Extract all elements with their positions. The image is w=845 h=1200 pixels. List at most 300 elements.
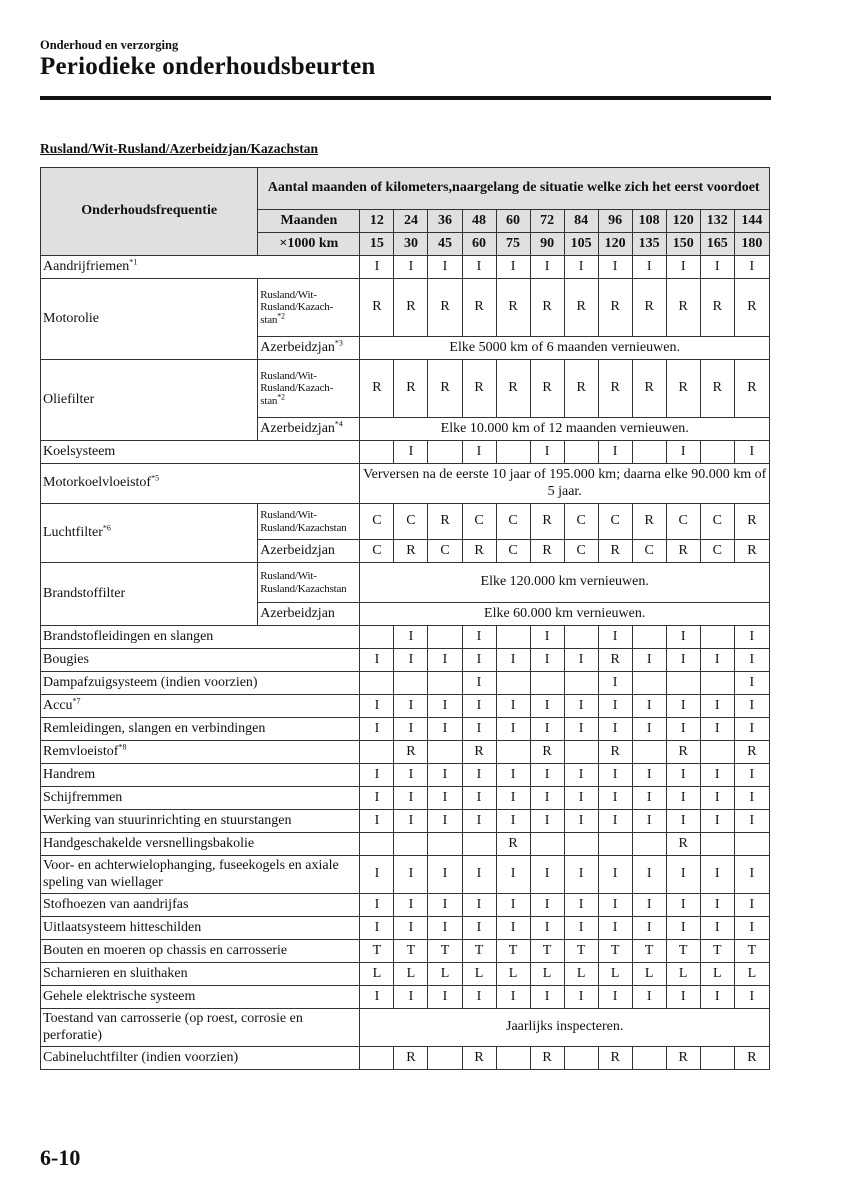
item-name: Cabineluchtfilter (indien voorzien)	[43, 1049, 239, 1065]
schedule-cell: T	[666, 940, 700, 963]
schedule-cell	[360, 441, 394, 464]
schedule-cell: I	[530, 626, 564, 649]
footnote-mark: *8	[118, 742, 127, 752]
schedule-cell: I	[530, 917, 564, 940]
schedule-cell: I	[394, 894, 428, 917]
schedule-cell: R	[632, 504, 666, 540]
table-row	[41, 441, 770, 464]
schedule-cell	[632, 741, 666, 764]
item-label	[41, 718, 360, 741]
schedule-cell: I	[360, 256, 394, 279]
schedule-cell: T	[360, 940, 394, 963]
schedule-cell	[666, 672, 700, 695]
item-name: Werking van stuurinrichting en stuurstangen	[43, 812, 292, 828]
item-name: Gehele elektrische systeem	[43, 988, 196, 1004]
table-row	[41, 963, 770, 986]
schedule-cell: L	[598, 963, 632, 986]
schedule-cell: I	[666, 764, 700, 787]
schedule-cell: I	[360, 917, 394, 940]
item-name: Remvloeistof	[43, 743, 119, 759]
table-row	[41, 986, 770, 1009]
schedule-cell	[496, 672, 530, 695]
schedule-cell: L	[360, 963, 394, 986]
schedule-cell: I	[394, 718, 428, 741]
schedule-cell: T	[394, 940, 428, 963]
item-label	[41, 986, 360, 1009]
schedule-cell: I	[394, 764, 428, 787]
schedule-cell: I	[428, 917, 462, 940]
schedule-cell: T	[632, 940, 666, 963]
schedule-cell: T	[598, 940, 632, 963]
km-value: 60	[462, 233, 496, 256]
schedule-cell: I	[496, 649, 530, 672]
months-value: 120	[666, 210, 700, 233]
km-value: 120	[598, 233, 632, 256]
schedule-cell: I	[666, 626, 700, 649]
schedule-cell: I	[598, 256, 632, 279]
schedule-cell: I	[598, 626, 632, 649]
schedule-cell: I	[666, 256, 700, 279]
table-row	[41, 672, 770, 695]
schedule-cell: R	[666, 540, 700, 563]
schedule-cell: R	[700, 279, 734, 337]
schedule-cell: I	[598, 917, 632, 940]
schedule-cell	[700, 441, 734, 464]
schedule-cell: I	[598, 672, 632, 695]
schedule-cell: C	[564, 504, 598, 540]
schedule-cell	[360, 741, 394, 764]
schedule-cell	[700, 626, 734, 649]
schedule-cell: C	[700, 540, 734, 563]
schedule-cell: C	[360, 504, 394, 540]
schedule-cell	[632, 672, 666, 695]
schedule-cell: T	[462, 940, 496, 963]
schedule-cell: I	[530, 695, 564, 718]
schedule-cell: R	[666, 279, 700, 337]
schedule-cell: R	[530, 360, 564, 418]
schedule-cell: I	[666, 917, 700, 940]
schedule-cell: I	[428, 649, 462, 672]
item-name: Koelsysteem	[43, 443, 116, 459]
schedule-cell: I	[700, 764, 734, 787]
item-name: Accu	[43, 697, 73, 713]
variant-name: Azerbeidzjan	[260, 339, 335, 355]
item-name: Remleidingen, slangen en verbindingen	[43, 720, 266, 736]
schedule-cell: R	[530, 504, 564, 540]
schedule-cell: I	[394, 695, 428, 718]
schedule-cell: I	[598, 894, 632, 917]
schedule-cell: I	[394, 856, 428, 894]
schedule-cell: R	[598, 360, 632, 418]
schedule-cell	[632, 626, 666, 649]
months-value: 108	[632, 210, 666, 233]
schedule-cell: I	[462, 441, 496, 464]
schedule-cell: I	[598, 764, 632, 787]
item-variant	[258, 563, 360, 603]
schedule-cell	[496, 1047, 530, 1070]
schedule-cell: I	[496, 856, 530, 894]
table-row	[41, 279, 770, 337]
schedule-cell: C	[598, 504, 632, 540]
item-label	[41, 833, 360, 856]
schedule-cell: I	[564, 695, 598, 718]
schedule-cell: L	[734, 963, 769, 986]
table-row	[41, 856, 770, 894]
schedule-cell: L	[496, 963, 530, 986]
schedule-cell	[428, 441, 462, 464]
schedule-cell: I	[700, 787, 734, 810]
schedule-cell: I	[734, 649, 769, 672]
schedule-cell: I	[496, 917, 530, 940]
km-value: 15	[360, 233, 394, 256]
schedule-cell: I	[632, 695, 666, 718]
schedule-cell: I	[734, 256, 769, 279]
item-label	[41, 963, 360, 986]
schedule-cell: R	[530, 279, 564, 337]
schedule-cell: I	[530, 986, 564, 1009]
schedule-cell: T	[496, 940, 530, 963]
footnote-mark: *7	[72, 696, 81, 706]
schedule-cell	[700, 1047, 734, 1070]
variant-name: Rusland/Wit-Rusland/Kazach-stan	[260, 369, 334, 407]
schedule-cell: I	[598, 695, 632, 718]
schedule-cell: I	[394, 649, 428, 672]
item-label	[41, 360, 258, 441]
item-name: Handrem	[43, 766, 96, 782]
schedule-cell: R	[530, 1047, 564, 1070]
schedule-cell: I	[734, 986, 769, 1009]
schedule-cell: I	[428, 810, 462, 833]
schedule-cell	[734, 833, 769, 856]
schedule-cell: I	[700, 917, 734, 940]
schedule-cell: L	[700, 963, 734, 986]
item-name: Brandstoffilter	[43, 585, 126, 601]
schedule-cell: R	[666, 833, 700, 856]
schedule-cell: I	[700, 718, 734, 741]
item-name: Oliefilter	[43, 391, 95, 407]
item-variant	[258, 540, 360, 563]
table-row	[41, 649, 770, 672]
table-row	[41, 894, 770, 917]
schedule-cell: R	[462, 1047, 496, 1070]
table-row	[41, 718, 770, 741]
schedule-cell: I	[496, 810, 530, 833]
schedule-cell: I	[428, 986, 462, 1009]
schedule-cell	[394, 672, 428, 695]
schedule-cell	[360, 626, 394, 649]
months-value: 144	[734, 210, 769, 233]
schedule-cell: I	[598, 986, 632, 1009]
schedule-cell: R	[428, 504, 462, 540]
schedule-cell: I	[734, 917, 769, 940]
item-name: Handgeschakelde versnellingsbakolie	[43, 835, 255, 851]
table-row	[41, 917, 770, 940]
schedule-cell	[632, 441, 666, 464]
schedule-cell: I	[428, 787, 462, 810]
table-row	[41, 833, 770, 856]
schedule-cell: R	[666, 741, 700, 764]
schedule-cell: I	[666, 649, 700, 672]
schedule-cell: C	[496, 540, 530, 563]
schedule-cell	[564, 441, 598, 464]
schedule-cell: R	[462, 540, 496, 563]
page-title: Periodieke onderhoudsbeurten	[40, 53, 376, 80]
schedule-cell: R	[598, 741, 632, 764]
schedule-cell: R	[598, 1047, 632, 1070]
schedule-cell: I	[496, 718, 530, 741]
item-variant	[258, 418, 360, 441]
schedule-cell: R	[462, 279, 496, 337]
schedule-cell: I	[394, 256, 428, 279]
schedule-cell: R	[394, 540, 428, 563]
schedule-cell	[700, 672, 734, 695]
schedule-cell: I	[496, 894, 530, 917]
item-name: Schijfremmen	[43, 789, 123, 805]
schedule-cell: R	[700, 360, 734, 418]
schedule-cell: I	[700, 856, 734, 894]
schedule-cell: I	[462, 256, 496, 279]
schedule-cell: R	[666, 1047, 700, 1070]
schedule-cell	[496, 741, 530, 764]
schedule-cell: C	[496, 504, 530, 540]
km-value: 180	[734, 233, 769, 256]
schedule-cell: I	[666, 810, 700, 833]
schedule-cell	[496, 441, 530, 464]
item-name: Bougies	[43, 651, 89, 667]
schedule-cell: R	[428, 279, 462, 337]
schedule-cell: I	[394, 810, 428, 833]
schedule-cell: I	[598, 787, 632, 810]
interval-text: Elke 10.000 km of 12 maanden vernieuwen.	[360, 418, 770, 441]
schedule-cell: I	[394, 986, 428, 1009]
item-variant	[258, 360, 360, 418]
schedule-cell: I	[564, 986, 598, 1009]
schedule-cell	[700, 833, 734, 856]
schedule-cell: R	[734, 360, 769, 418]
schedule-cell: I	[734, 894, 769, 917]
schedule-cell: I	[564, 718, 598, 741]
table-row	[41, 695, 770, 718]
schedule-cell	[428, 833, 462, 856]
schedule-cell: C	[564, 540, 598, 563]
item-label	[41, 1009, 360, 1047]
schedule-cell: I	[666, 695, 700, 718]
schedule-cell: L	[666, 963, 700, 986]
schedule-cell: I	[360, 695, 394, 718]
schedule-cell: I	[666, 856, 700, 894]
schedule-cell: I	[394, 441, 428, 464]
schedule-cell: I	[598, 856, 632, 894]
page-number: 6-10	[40, 1145, 81, 1170]
schedule-cell: I	[530, 441, 564, 464]
footnote-mark: *3	[334, 338, 343, 348]
item-name: Aandrijfriemen	[43, 258, 130, 274]
table-row	[41, 256, 770, 279]
schedule-cell: I	[632, 986, 666, 1009]
item-name: Uitlaatsysteem hitteschilden	[43, 919, 202, 935]
schedule-cell: L	[394, 963, 428, 986]
schedule-cell: I	[496, 986, 530, 1009]
schedule-cell	[360, 672, 394, 695]
item-label	[41, 672, 360, 695]
schedule-cell	[530, 833, 564, 856]
months-value: 84	[564, 210, 598, 233]
months-value: 132	[700, 210, 734, 233]
schedule-cell: I	[530, 256, 564, 279]
schedule-cell: I	[564, 256, 598, 279]
schedule-cell: I	[632, 787, 666, 810]
schedule-cell	[598, 833, 632, 856]
item-name: Bouten en moeren op chassis en carrosserie	[43, 942, 288, 958]
schedule-cell: I	[462, 856, 496, 894]
schedule-cell: I	[462, 810, 496, 833]
schedule-cell: I	[666, 441, 700, 464]
schedule-cell: I	[428, 764, 462, 787]
schedule-cell: I	[360, 718, 394, 741]
interval-text: Jaarlijks inspecteren.	[360, 1009, 770, 1047]
schedule-cell: I	[564, 856, 598, 894]
table-row	[41, 563, 770, 603]
item-label	[41, 764, 360, 787]
schedule-cell: C	[360, 540, 394, 563]
item-name: Stofhoezen van aandrijfas	[43, 896, 189, 912]
item-label	[41, 917, 360, 940]
table-row	[41, 810, 770, 833]
footnote-mark: *5	[151, 473, 160, 483]
schedule-cell: I	[530, 649, 564, 672]
schedule-cell: I	[700, 695, 734, 718]
item-label	[41, 649, 360, 672]
item-name: Dampafzuigsysteem (indien voorzien)	[43, 674, 258, 690]
schedule-cell: I	[462, 649, 496, 672]
schedule-cell: I	[530, 856, 564, 894]
schedule-cell: I	[360, 787, 394, 810]
schedule-cell: C	[700, 504, 734, 540]
schedule-cell: C	[428, 540, 462, 563]
schedule-cell	[564, 833, 598, 856]
schedule-cell: I	[428, 894, 462, 917]
schedule-cell: R	[598, 540, 632, 563]
schedule-cell: I	[700, 986, 734, 1009]
schedule-cell: R	[734, 504, 769, 540]
schedule-cell: R	[598, 279, 632, 337]
schedule-cell	[564, 626, 598, 649]
schedule-cell	[632, 1047, 666, 1070]
schedule-cell: I	[734, 695, 769, 718]
schedule-cell: I	[700, 894, 734, 917]
km-label: ×1000 km	[258, 233, 360, 256]
item-label	[41, 441, 360, 464]
variant-name: Azerbeidzjan	[260, 605, 335, 621]
schedule-cell: R	[462, 741, 496, 764]
frequency-header: Onderhoudsfrequentie	[41, 168, 258, 256]
schedule-cell: R	[394, 279, 428, 337]
item-name: Voor- en achterwielophanging, fuseekogels en axiale speling van wiellager	[43, 858, 339, 890]
km-value: 75	[496, 233, 530, 256]
schedule-cell: I	[394, 917, 428, 940]
item-variant	[258, 603, 360, 626]
schedule-cell	[700, 741, 734, 764]
schedule-cell: I	[564, 787, 598, 810]
schedule-cell: R	[360, 279, 394, 337]
schedule-cell: L	[462, 963, 496, 986]
schedule-cell: R	[632, 360, 666, 418]
schedule-cell: L	[428, 963, 462, 986]
footnote-mark: *4	[334, 419, 343, 429]
item-label	[41, 856, 360, 894]
footnote-mark: *2	[277, 311, 285, 321]
item-name: Scharnieren en sluithaken	[43, 965, 188, 981]
schedule-cell: R	[564, 279, 598, 337]
schedule-cell: T	[700, 940, 734, 963]
schedule-cell: I	[530, 894, 564, 917]
schedule-cell: I	[428, 856, 462, 894]
months-value: 60	[496, 210, 530, 233]
schedule-cell	[428, 626, 462, 649]
schedule-cell	[428, 672, 462, 695]
schedule-cell: I	[360, 986, 394, 1009]
schedule-cell: I	[564, 649, 598, 672]
schedule-cell: I	[564, 810, 598, 833]
item-label	[41, 787, 360, 810]
schedule-cell: I	[700, 649, 734, 672]
item-variant	[258, 504, 360, 540]
table-row	[41, 741, 770, 764]
item-label	[41, 894, 360, 917]
months-value: 36	[428, 210, 462, 233]
interval-header: Aantal maanden of kilometers,naargelang de situatie welke zich het eerst voordoet	[258, 168, 770, 210]
schedule-cell: I	[734, 764, 769, 787]
item-name: Motorolie	[43, 310, 99, 326]
schedule-cell: I	[428, 718, 462, 741]
schedule-cell: I	[632, 764, 666, 787]
item-label	[41, 256, 360, 279]
km-value: 105	[564, 233, 598, 256]
months-value: 48	[462, 210, 496, 233]
schedule-cell: T	[428, 940, 462, 963]
schedule-cell: I	[666, 894, 700, 917]
schedule-cell: R	[598, 649, 632, 672]
region-title: Rusland/Wit-Rusland/Azerbeidzjan/Kazachstan	[40, 141, 319, 156]
schedule-cell: R	[666, 360, 700, 418]
variant-name: Azerbeidzjan	[260, 420, 335, 436]
km-value: 45	[428, 233, 462, 256]
interval-text: Verversen na de eerste 10 jaar of 195.000 km; daarna elke 90.000 km of 5 jaar.	[360, 464, 770, 504]
item-label	[41, 810, 360, 833]
schedule-cell: R	[530, 741, 564, 764]
schedule-cell: I	[564, 764, 598, 787]
schedule-cell: I	[734, 626, 769, 649]
schedule-cell: L	[632, 963, 666, 986]
maintenance-schedule-table	[40, 167, 770, 1070]
schedule-cell: I	[632, 718, 666, 741]
schedule-cell	[428, 1047, 462, 1070]
item-label	[41, 279, 258, 360]
schedule-cell: I	[632, 256, 666, 279]
item-variant	[258, 337, 360, 360]
table-row	[41, 626, 770, 649]
months-label: Maanden	[258, 210, 360, 233]
variant-name: Azerbeidzjan	[260, 542, 335, 558]
schedule-cell: I	[360, 764, 394, 787]
schedule-cell: I	[734, 672, 769, 695]
schedule-cell: R	[496, 279, 530, 337]
schedule-cell: I	[462, 917, 496, 940]
table-row	[41, 464, 770, 504]
variant-name: Rusland/Wit-Rusland/Kazachstan	[260, 508, 347, 534]
schedule-cell: R	[734, 279, 769, 337]
schedule-cell: C	[666, 504, 700, 540]
